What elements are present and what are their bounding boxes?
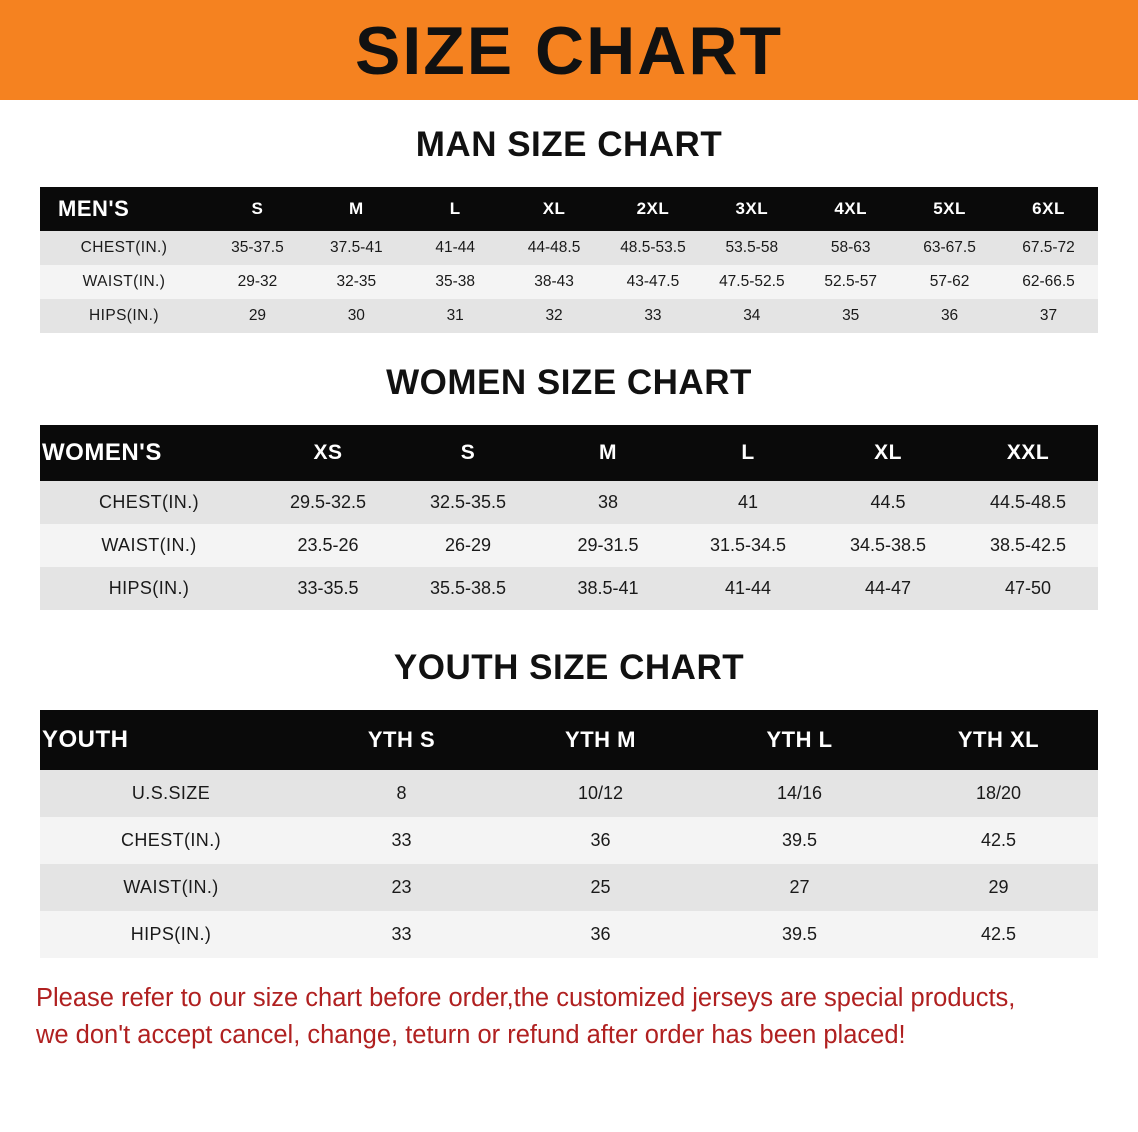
youth-col-header: YTH XL [899,710,1098,770]
youth-cell: 42.5 [899,817,1098,864]
man-row-label: CHEST(IN.) [40,231,208,265]
women-size-table-wrap [40,425,1098,610]
man-cell: 35-37.5 [208,231,307,265]
man-cell: 37 [999,299,1098,333]
man-cell: 37.5-41 [307,231,406,265]
youth-section-heading: YOUTH SIZE CHART [393,648,745,687]
man-cell: 58-63 [801,231,900,265]
man-col-header: 3XL [702,187,801,231]
youth-col-header: YTH M [501,710,700,770]
man-section-heading: MAN SIZE CHART [415,125,723,164]
youth-row-label: CHEST(IN.) [40,817,302,864]
man-col-header: L [406,187,505,231]
women-cell: 44-47 [818,567,958,610]
table-header-row [40,187,1098,231]
table-row [40,864,1098,911]
youth-cell: 36 [501,817,700,864]
women-cell: 47-50 [958,567,1098,610]
youth-row-label: WAIST(IN.) [40,864,302,911]
man-cell: 29 [208,299,307,333]
table-row [40,524,1098,567]
women-cell: 33-35.5 [258,567,398,610]
women-col-header: L [678,425,818,481]
man-corner-label: MEN'S [40,187,208,231]
women-cell: 35.5-38.5 [398,567,538,610]
order-policy-notice [36,980,1102,1054]
man-cell: 53.5-58 [702,231,801,265]
man-cell: 62-66.5 [999,265,1098,299]
women-cell: 38.5-42.5 [958,524,1098,567]
youth-cell: 39.5 [700,911,899,958]
man-cell: 67.5-72 [999,231,1098,265]
women-cell: 38 [538,481,678,524]
notice-line-1: Please refer to our size chart before order,the customized jerseys are special products, [36,984,1016,1012]
man-cell: 34 [702,299,801,333]
youth-cell: 33 [302,817,501,864]
man-cell: 44-48.5 [505,231,604,265]
women-cell: 44.5-48.5 [958,481,1098,524]
women-cell: 44.5 [818,481,958,524]
man-col-header: 6XL [999,187,1098,231]
youth-col-header: YTH L [700,710,899,770]
youth-cell: 39.5 [700,817,899,864]
women-row-label: CHEST(IN.) [40,481,258,524]
man-cell: 33 [604,299,703,333]
man-cell: 30 [307,299,406,333]
page-banner [0,0,1138,100]
youth-cell: 14/16 [700,770,899,817]
man-col-header: M [307,187,406,231]
man-cell: 48.5-53.5 [604,231,703,265]
table-row [40,231,1098,265]
women-col-header: XS [258,425,398,481]
women-cell: 38.5-41 [538,567,678,610]
man-cell: 52.5-57 [801,265,900,299]
women-cell: 41-44 [678,567,818,610]
table-row [40,770,1098,817]
youth-cell: 42.5 [899,911,1098,958]
man-row-label: WAIST(IN.) [40,265,208,299]
women-cell: 32.5-35.5 [398,481,538,524]
women-section-heading: WOMEN SIZE CHART [386,363,752,402]
women-col-header: S [398,425,538,481]
table-row [40,265,1098,299]
man-cell: 43-47.5 [604,265,703,299]
youth-cell: 25 [501,864,700,911]
youth-size-table-wrap [40,710,1098,958]
man-cell: 29-32 [208,265,307,299]
man-cell: 32-35 [307,265,406,299]
man-cell: 35 [801,299,900,333]
women-size-table [40,425,1098,610]
youth-cell: 10/12 [501,770,700,817]
man-col-header: S [208,187,307,231]
women-cell: 31.5-34.5 [678,524,818,567]
man-col-header: 4XL [801,187,900,231]
youth-cell: 29 [899,864,1098,911]
table-row [40,817,1098,864]
women-row-label: WAIST(IN.) [40,524,258,567]
youth-cell: 23 [302,864,501,911]
youth-corner-label: YOUTH [40,710,302,770]
man-col-header: 5XL [900,187,999,231]
youth-row-label: HIPS(IN.) [40,911,302,958]
youth-size-table [40,710,1098,958]
youth-cell: 36 [501,911,700,958]
youth-row-label: U.S.SIZE [40,770,302,817]
women-col-header: XXL [958,425,1098,481]
man-cell: 32 [505,299,604,333]
man-size-table [40,187,1098,333]
man-cell: 41-44 [406,231,505,265]
man-cell: 36 [900,299,999,333]
youth-cell: 27 [700,864,899,911]
youth-col-header: YTH S [302,710,501,770]
man-cell: 35-38 [406,265,505,299]
women-col-header: XL [818,425,958,481]
youth-cell: 18/20 [899,770,1098,817]
table-header-row [40,710,1098,770]
man-size-table-wrap [40,187,1098,333]
women-cell: 29.5-32.5 [258,481,398,524]
women-cell: 29-31.5 [538,524,678,567]
women-col-header: M [538,425,678,481]
table-row [40,481,1098,524]
man-cell: 57-62 [900,265,999,299]
women-corner-label: WOMEN'S [40,425,258,481]
man-cell: 63-67.5 [900,231,999,265]
man-col-header: 2XL [604,187,703,231]
table-row [40,911,1098,958]
man-cell: 31 [406,299,505,333]
youth-cell: 33 [302,911,501,958]
women-cell: 41 [678,481,818,524]
women-cell: 23.5-26 [258,524,398,567]
women-cell: 34.5-38.5 [818,524,958,567]
man-cell: 38-43 [505,265,604,299]
women-row-label: HIPS(IN.) [40,567,258,610]
table-header-row [40,425,1098,481]
man-cell: 47.5-52.5 [702,265,801,299]
page-title: SIZE CHART [355,13,783,89]
table-row [40,567,1098,610]
women-cell: 26-29 [398,524,538,567]
notice-line-2: we don't accept cancel, change, teturn or refund after order has been placed! [36,1020,906,1049]
man-row-label: HIPS(IN.) [40,299,208,333]
man-col-header: XL [505,187,604,231]
youth-cell: 8 [302,770,501,817]
table-row [40,299,1098,333]
